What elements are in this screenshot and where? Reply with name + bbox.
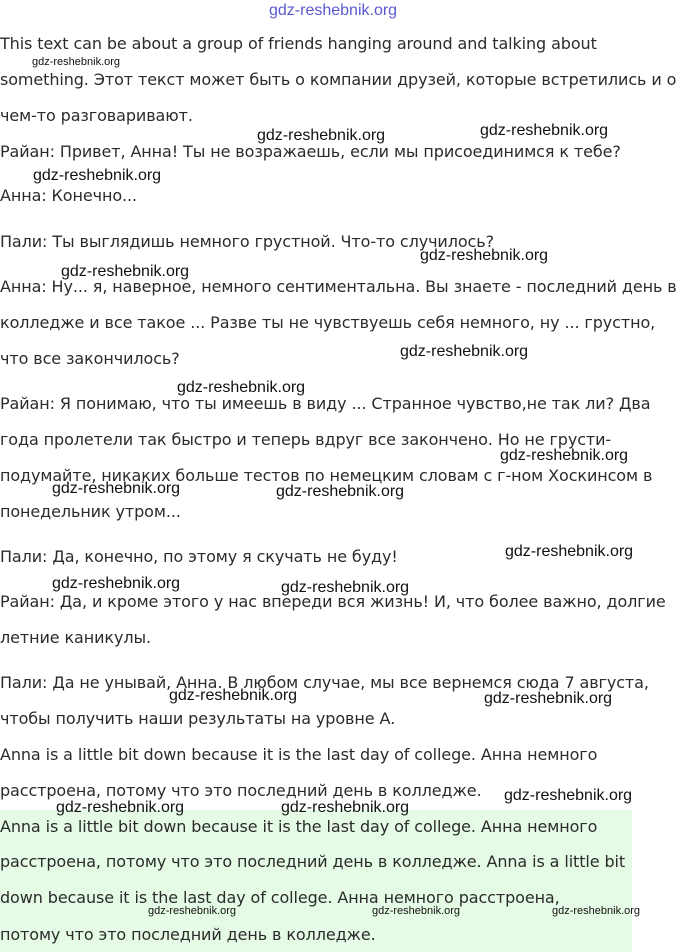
watermark: gdz-reshebnik.org [420, 247, 549, 264]
watermark: gdz-reshebnik.org [33, 167, 162, 184]
text-line: down because it is the last day of college. Анна немного расстроена, [0, 888, 560, 907]
text-line: колледже и все такое ... Разве ты не чувствуешь себя немного, ну ... грустно, [0, 313, 656, 332]
watermark: gdz-reshebnik.org [177, 379, 306, 396]
text-line: расстроена, потому что это последний день в колледже. Anna is a little bit [0, 852, 626, 871]
text-line: подумайте, никаких больше тестов по немецким словам с г-ном Хоскинсом в [0, 466, 653, 485]
text-line: года пролетели так быстро и теперь вдруг все закончено. Но не грусти- [0, 430, 612, 449]
text-line: Райан: Я понимаю, что ты имеешь в виду ... Странное чувство,не так ли? Два [0, 394, 651, 413]
text-line: Анна: Конечно... [0, 186, 137, 205]
text-line: Пали: Да, конечно, по этому я скучать не буду! [0, 547, 398, 566]
watermark: gdz-reshebnik.org [480, 122, 609, 139]
text-line: Anna is a little bit down because it is the last day of college. Анна немного [0, 745, 598, 764]
text-line: Пали: Да не унывай, Анна. В любом случае, мы все вернемся сюда 7 августа, [0, 673, 649, 692]
header-watermark: gdz-reshebnik.org [269, 2, 398, 19]
text-line: Anna is a little bit down because it is the last day of college. Анна немного [0, 817, 598, 836]
watermark: gdz-reshebnik.org [169, 687, 298, 704]
text-line: Райан: Привет, Анна! Ты не возражаешь, если мы присоединимся к тебе? [0, 142, 621, 161]
text-line: расстроена, потому что это последний день в колледже. [0, 781, 482, 800]
text-line: что все закончилось? [0, 349, 180, 368]
watermark: gdz-reshebnik.org [257, 127, 386, 144]
watermark: gdz-reshebnik.org [484, 690, 613, 707]
text-line: Анна: Ну... я, наверное, немного сентиментальна. Вы знаете - последний день в [0, 277, 677, 296]
watermark: gdz-reshebnik.org [148, 905, 237, 917]
watermark: gdz-reshebnik.org [500, 447, 629, 464]
text-line: This text can be about a group of friends hanging around and talking about [0, 34, 597, 53]
watermark: gdz-reshebnik.org [552, 905, 641, 917]
watermark: gdz-reshebnik.org [505, 543, 634, 560]
watermark: gdz-reshebnik.org [281, 799, 410, 816]
watermark: gdz-reshebnik.org [52, 480, 181, 497]
text-line: летние каникулы. [0, 628, 151, 647]
text-line: чтобы получить наши результаты на уровне А. [0, 709, 396, 728]
watermark: gdz-reshebnik.org [56, 799, 185, 816]
text-line: Пали: Ты выглядишь немного грустной. Что-то случилось? [0, 232, 494, 251]
text-line: Райан: Да, и кроме этого у нас впереди вся жизнь! И, что более важно, долгие [0, 592, 666, 611]
watermark: gdz-reshebnik.org [61, 263, 190, 280]
text-line: понедельник утром... [0, 502, 181, 521]
watermark: gdz-reshebnik.org [504, 787, 633, 804]
watermark: gdz-reshebnik.org [32, 56, 121, 68]
text-line: чем-то разговаривают. [0, 106, 193, 125]
watermark: gdz-reshebnik.org [400, 343, 529, 360]
watermark: gdz-reshebnik.org [281, 579, 410, 596]
watermark: gdz-reshebnik.org [372, 905, 461, 917]
watermark: gdz-reshebnik.org [276, 483, 405, 500]
text-line: потому что это последний день в колледже. [0, 925, 376, 944]
text-line: something. Этот текст может быть о компании друзей, которые встретились и о [0, 70, 677, 89]
watermark: gdz-reshebnik.org [52, 575, 181, 592]
